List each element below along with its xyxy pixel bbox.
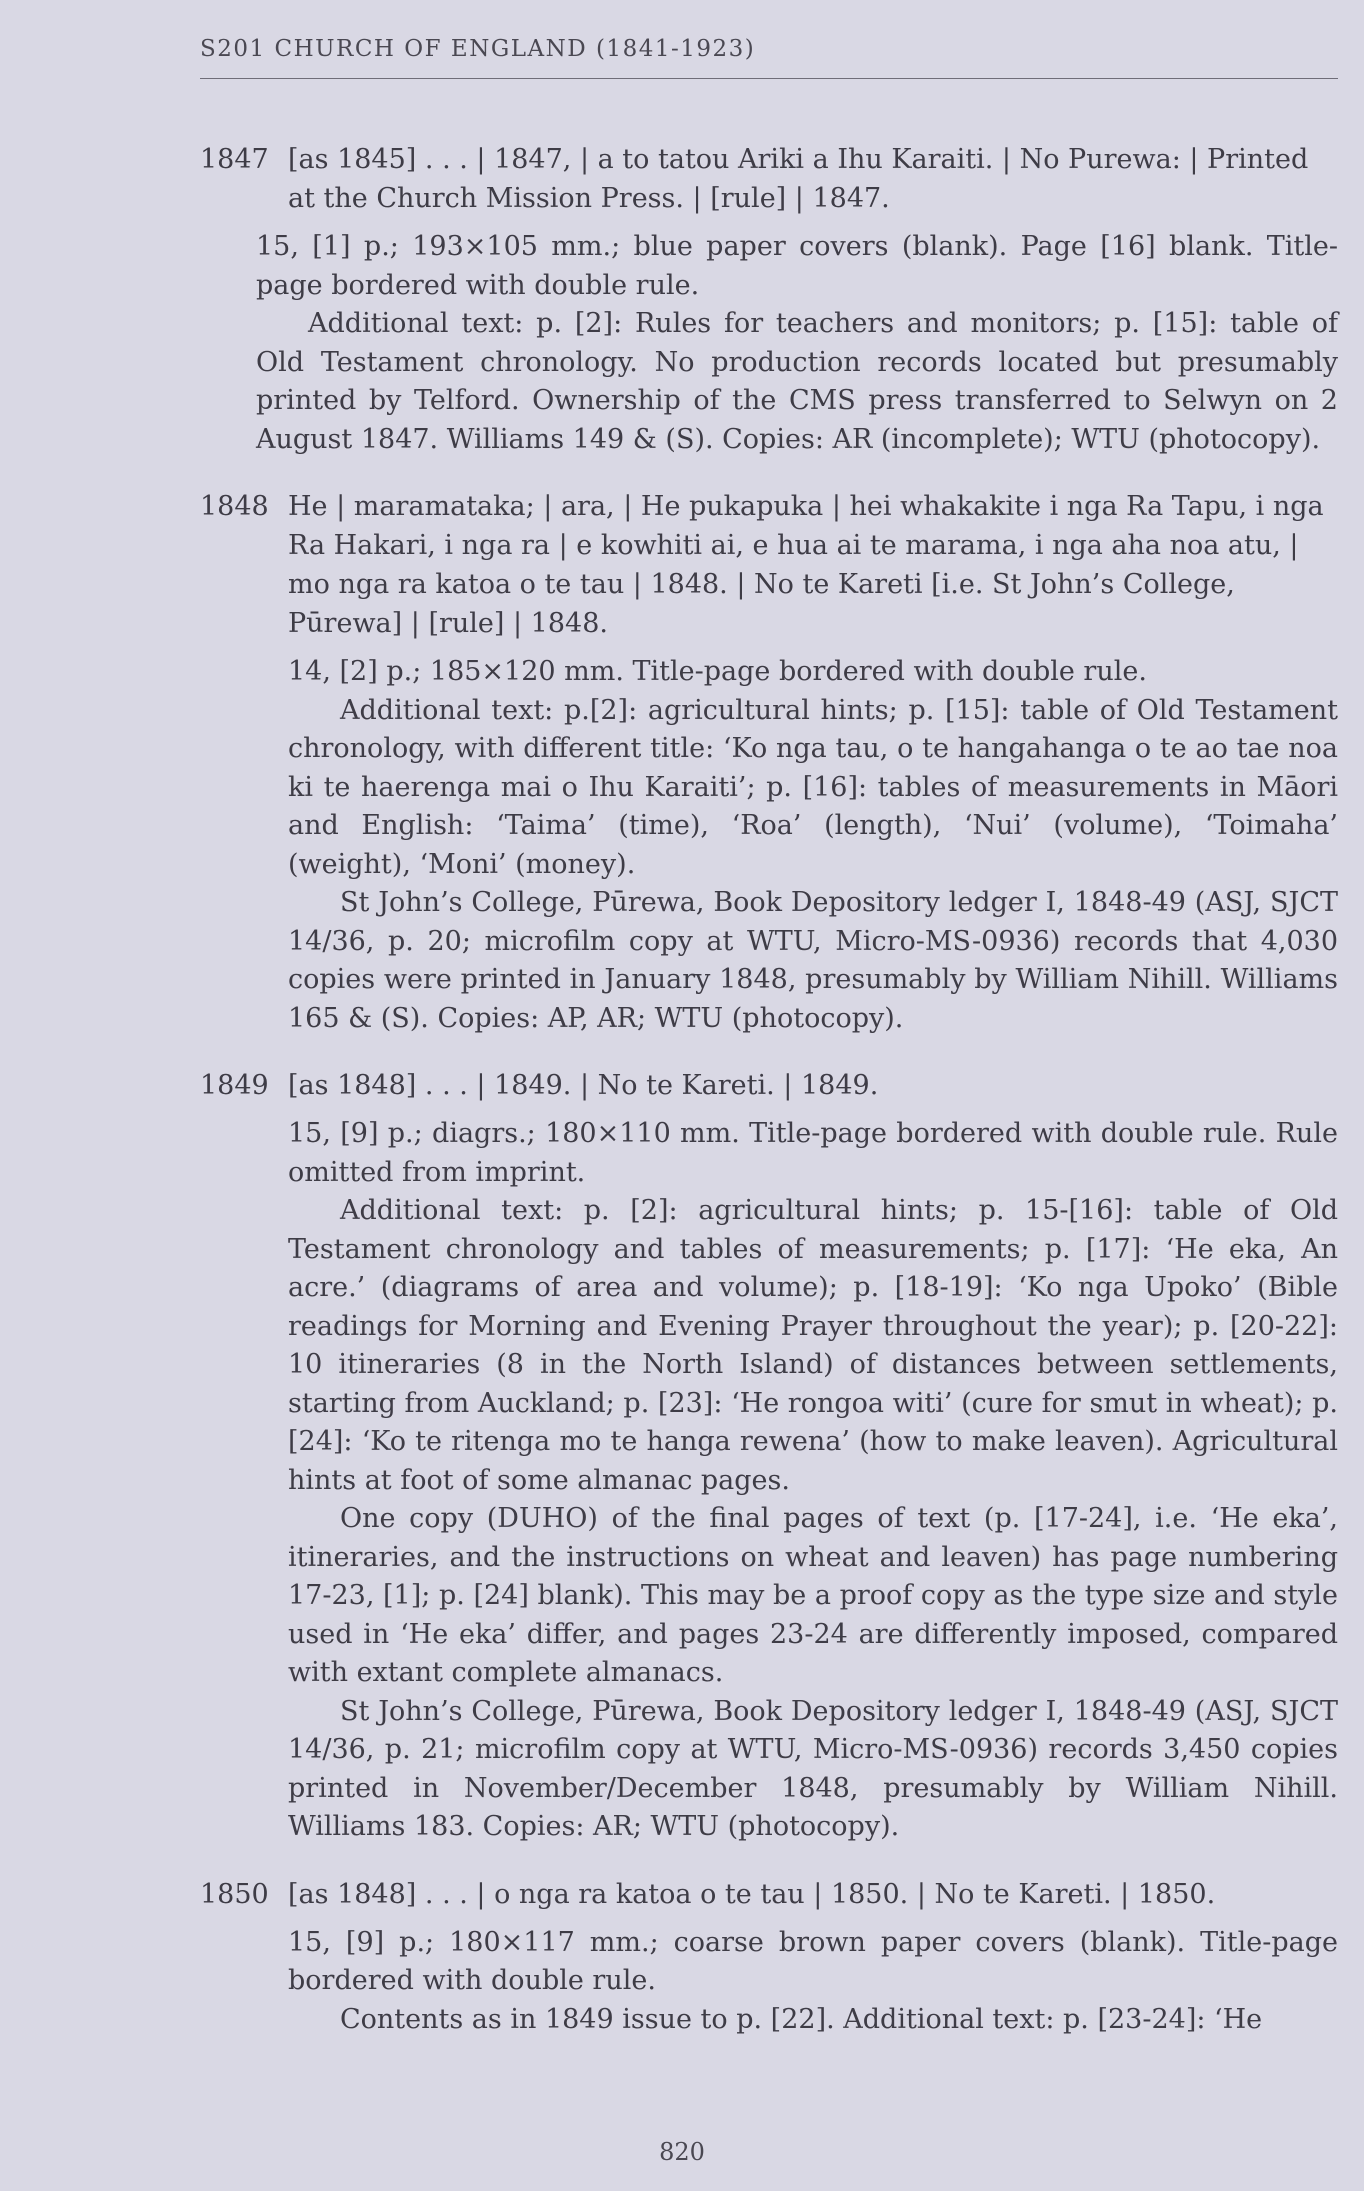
- entry-body: [288, 487, 1338, 1038]
- entry-note: Contents as in 1849 issue to p. [22]. Additional text: p. [23-24]: ‘He: [340, 2003, 1263, 2035]
- entry-title: He | maramataka; | ara, | He pukapuka | hei whakakite i nga Ra Tapu, i nga Ra Hakari, i nga ra | e kowhiti ai, e hua ai te marama, i nga aha noa atu, | mo nga ra katoa o te tau | 1848. | No te Kareti [i.e. St John’s College, Pūrewa] | [rule] | 1848.: [288, 491, 1324, 639]
- entry-note: Additional text: p. [2]: agricultural hints; p. 15-[16]: table of Old Testament chronology and tables of measurements; p. [17]: ‘He eka, An acre.’ (diagrams of area and volume); p. [18-19]: ‘Ko nga Upoko’ (Bible readings for Morning and Evening Prayer throughout the year); p. [20-22]: 10 itineraries (8 in the North Island) of distances between settlements, starting from Auckland; p. [23]: ‘He rongoa witi’ (cure for smut in wheat); p. [24]: ‘Ko te ritenga mo te hanga rewena’ (how to make leaven). Agricultural hints at foot of some almanac pages.: [288, 1195, 1338, 1496]
- entry-1847: [200, 140, 1338, 459]
- running-header: S201 CHURCH OF ENGLAND (1841-1923): [200, 36, 1338, 79]
- entry-body: [288, 1066, 1338, 1847]
- catalogue-entries: [200, 140, 1338, 2067]
- entry-body: [256, 140, 1338, 459]
- entry-collation: 14, [2] p.; 185×120 mm. Title-page bordered with double rule.: [288, 656, 1147, 687]
- entry-year: 1847: [200, 144, 269, 175]
- entry-year: 1848: [200, 491, 269, 522]
- entry-note: Additional text: p. [2]: Rules for teachers and monitors; p. [15]: table of Old Testament chronology. No production records located but presumably printed by Telford. Ownership of the CMS press transferred to Selwyn on 2 August 1847. Williams 149 & (S). Copies: AR (incomplete); WTU (photocopy).: [256, 308, 1338, 455]
- entry-body: [288, 1875, 1338, 2040]
- entry-collation: 15, [1] p.; 193×105 mm.; blue paper covers (blank). Page [16] blank. Title-page bordered with double rule.: [256, 231, 1338, 301]
- entry-title: [as 1848] . . . | 1849. | No te Kareti. | 1849.: [288, 1070, 879, 1101]
- entry-1850: [200, 1875, 1338, 2040]
- entry-note: Additional text: p.[2]: agricultural hints; p. [15]: table of Old Testament chronology, with different title: ‘Ko nga tau, o te hangahanga o te ao tae noa ki te haerenga mai o Ihu Karaiti’; p. [16]: tables of measurements in Māori and English: ‘Taima’ (time), ‘Roa’ (length), ‘Nui’ (volume), ‘Toimaha’ (weight), ‘Moni’ (money).: [288, 694, 1338, 880]
- entry-note: One copy (DUHO) of the final pages of text (p. [17-24], i.e. ‘He eka’, itineraries, and the instructions on wheat and leaven) has page numbering 17-23, [1]; p. [24] blank). This may be a proof copy as the type size and style used in ‘He eka’ differ, and pages 23-24 are differently imposed, compared with extant complete almanacs.: [288, 1503, 1338, 1688]
- entry-note: St John’s College, Pūrewa, Book Depository ledger I, 1848-49 (ASJ, SJCT 14/36, p. 20; microfilm copy at WTU, Micro-MS-0936) records that 4,030 copies were printed in January 1848, presumably by William Nihill. Williams 165 & (S). Copies: AP, AR; WTU (photocopy).: [288, 887, 1338, 1034]
- entry-title: [as 1848] . . . | o nga ra katoa o te tau | 1850. | No te Kareti. | 1850.: [288, 1878, 1216, 1910]
- entry-1849: [200, 1066, 1338, 1847]
- entry-collation: 15, [9] p.; diagrs.; 180×110 mm. Title-page bordered with double rule. Rule omitted from imprint.: [288, 1118, 1338, 1188]
- entry-year: 1849: [200, 1070, 269, 1101]
- entry-1848: [200, 487, 1338, 1038]
- entry-collation: 15, [9] p.; 180×117 mm.; coarse brown paper covers (blank). Title-page bordered with double rule.: [288, 1926, 1338, 1996]
- page-number: 820: [659, 2138, 705, 2166]
- entry-year: 1850: [200, 1878, 269, 1910]
- entry-title: [as 1845] . . . | 1847, | a to tatou Ariki a Ihu Karaiti. | No Purewa: | Printed at the Church Mission Press. | [rule] | 1847.: [288, 144, 1309, 214]
- entry-note: St John’s College, Pūrewa, Book Depository ledger I, 1848-49 (ASJ, SJCT 14/36, p. 21; microfilm copy at WTU, Micro-MS-0936) records 3,450 copies printed in November/December 1848, presumably by William Nihill. Williams 183. Copies: AR; WTU (photocopy).: [288, 1695, 1338, 1842]
